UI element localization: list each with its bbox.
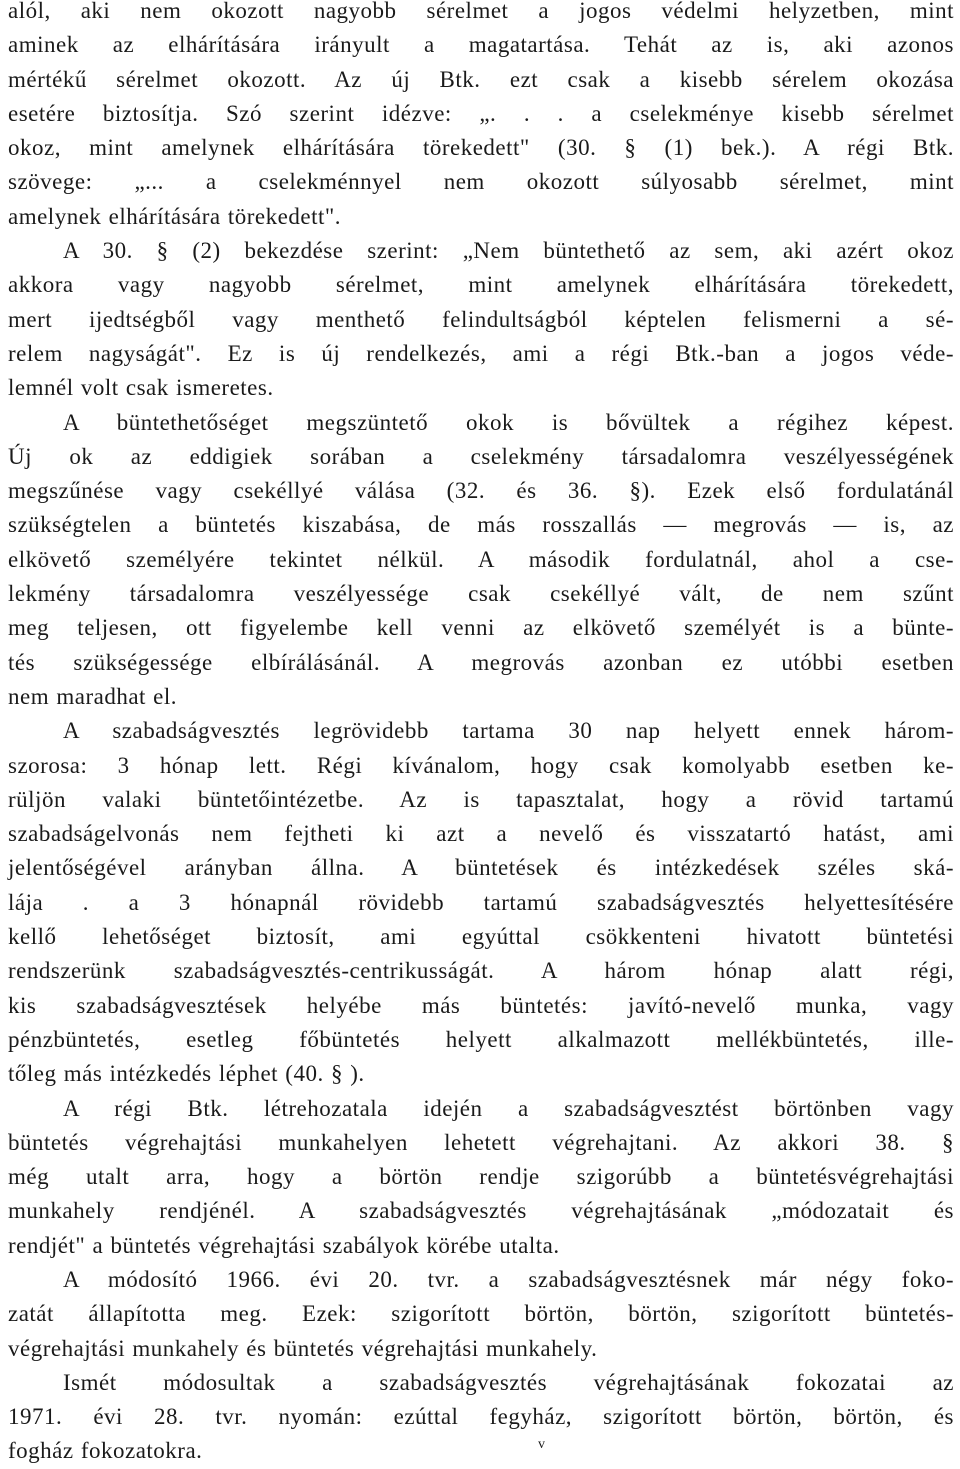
paragraph (8, 406, 954, 715)
paragraph (8, 1263, 954, 1366)
text-line: aminek az elhárítására irányult a magatartása. Tehát az is, aki azonos (8, 32, 954, 58)
text-line: akkora vagy nagyobb sérelmet, mint amelynek elhárítására törekedett, (8, 272, 954, 298)
text-line: kellő lehetőséget biztosít, ami egyúttal csökkenteni hivatott büntetési (8, 924, 954, 950)
text-line: fogház fokozatokra. (8, 1438, 203, 1464)
text-line: lája . a 3 hónapnál rövidebb tartamú szabadságvesztés helyettesítésére (8, 889, 954, 915)
text-line: még utalt arra, hogy a börtön rendje szigorúbb a büntetésvégrehajtási (8, 1164, 954, 1190)
paragraph (8, 0, 954, 234)
text-line: pénzbüntetés, esetleg főbüntetés helyett alkalmazott mellékbüntetés, ille- (8, 1026, 954, 1052)
paragraph (8, 1366, 954, 1469)
text-line: A 30. § (2) bekezdése szerint: „Nem büntethető az sem, aki azért okoz (63, 238, 954, 264)
text-line: rendjét" a büntetés végrehajtási szabályok körébe utalta. (8, 1232, 560, 1258)
text-line: meg teljesen, ott figyelembe kell venni az elkövető személyét is a büntе- (8, 615, 954, 641)
text-line: lemnél volt csak ismeretes. (8, 375, 274, 401)
text-line: megszűnése vagy csekéllyé válása (32. és 36. §). Ezek első fordulatánál (8, 478, 954, 504)
text-line: tőleg más intézkedés léphet (40. § ). (8, 1061, 365, 1087)
text-line: esetére biztosítja. Szó szerint idézve: „. . . a cselekménye kisebb sérelmet (8, 100, 954, 126)
text-line: A módosító 1966. évi 20. tvr. a szabadságvesztésnek már négy foko- (63, 1266, 954, 1292)
document-body (8, 0, 954, 1469)
paragraph (8, 234, 954, 405)
text-line: szabadságelvonás nem fejtheti ki azt a nevelő és visszatartó hatást, ami (8, 821, 954, 847)
text-line: kis szabadságvesztések helyébe más büntetés: javító-nevelő munka, vagy (8, 992, 954, 1018)
text-line: mértékű sérelmet okozott. Az új Btk. ezt csak a kisebb sérelem okozása (8, 66, 954, 92)
text-line: jelentőségével arányban állna. A büntetések és intézkedések széles ská- (8, 855, 954, 881)
text-line: A régi Btk. létrehozatala idején a szabadságvesztést börtönben vagy (63, 1095, 954, 1121)
paragraph (8, 714, 954, 1091)
text-line: rüljön valaki büntetőintézetbe. Az is tapasztalat, hogy a rövid tartamú (8, 786, 954, 812)
text-line: szövege: „... a cselekménnyel nem okozott súlyosabb sérelmet, mint (8, 169, 954, 195)
text-line: lekmény társadalomra veszélyessége csak csekéllyé vált, de nem szűnt (8, 581, 954, 607)
text-line: szükségtelen a büntetés kiszabása, de más rosszallás — megrovás — is, az (8, 512, 954, 538)
text-line: munkahely rendjénél. A szabadságvesztés végrehajtásának „módozatait és (8, 1198, 954, 1224)
text-line: végrehajtási munkahely és büntetés végrehajtási munkahely. (8, 1335, 598, 1361)
text-line: mert ijedtségből vagy menthető felindultságból képtelen felismerni a sé- (8, 306, 954, 332)
text-line: amelynek elhárítására törekedett". (8, 203, 341, 229)
text-line: zatát állapította meg. Ezek: szigorított börtön, börtön, szigorított büntetés- (8, 1301, 954, 1327)
text-line: A szabadságvesztés legrövidebb tartama 30 nap helyett ennek három- (63, 718, 954, 744)
text-line: alól, aki nem okozott nagyobb sérelmet a jogos védelmi helyzetben, mint (8, 0, 954, 23)
text-line: okoz, mint amelynek elhárítására törekedett" (30. § (1) bek.). A régi Btk. (8, 135, 954, 161)
text-line: büntetés végrehajtási munkahelyen lehetett végrehajtani. Az akkori 38. § (8, 1129, 954, 1155)
text-line: Ismét módosultak a szabadságvesztés végrehajtásának fokozatai az (63, 1369, 954, 1395)
text-line: relem nagyságát". Ez is új rendelkezés, ami a régi Btk.-ban a jogos véde- (8, 340, 954, 366)
text-line: Új ok az eddigiek sorában a cselekmény társadalomra veszélyességének (8, 443, 954, 469)
text-line: tés szükségessége elbírálásánál. A megrovás azonban ez utóbbi esetben (8, 649, 954, 675)
text-line: rendszerünk szabadságvesztés-centrikusságát. A három hónap alatt régi, (8, 958, 954, 984)
text-line: 1971. évi 28. tvr. nyomán: ezúttal fegyház, szigorított börtön, börtön, és (8, 1404, 954, 1430)
text-line: szorosa: 3 hónap lett. Régi kívánalom, hogy csak komolyabb esetben ke- (8, 752, 954, 778)
page-mark: v (538, 1437, 545, 1452)
paragraph (8, 1092, 954, 1263)
text-line: A büntethetőséget megszüntető okok is bővültek a régihez képest. (63, 409, 954, 435)
text-line: elkövető személyére tekintet nélkül. A második fordulatnál, ahol a cse- (8, 546, 954, 572)
text-line: nem maradhat el. (8, 683, 178, 709)
